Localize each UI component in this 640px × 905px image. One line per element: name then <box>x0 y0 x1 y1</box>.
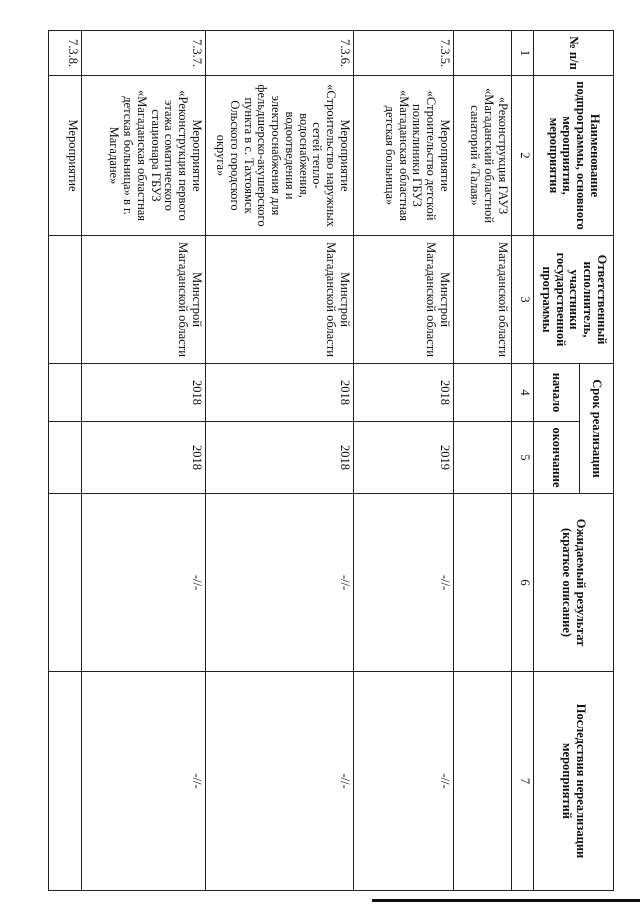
row-responsible: Минстрой Магаданской области <box>82 236 206 364</box>
rotated-table-wrapper <box>49 30 614 890</box>
column-number-row <box>512 31 534 891</box>
header-name: Наименование подпрограммы, основного мероприятия, мероприятия <box>534 76 614 236</box>
row-name: Мероприятие «Строительство наружных сетей тепло-водоснабжения, водоотведения и электроснабжения для фельдшерско-акушерского пункта в с. Тахтоямск Ольского городского округа» <box>206 76 354 236</box>
row-consequence: -//- <box>82 672 206 891</box>
colnum-1: 1 <box>512 31 534 76</box>
row-responsible: Минстрой Магаданской области <box>206 236 354 364</box>
table-row <box>454 31 512 891</box>
colnum-4: 4 <box>512 364 534 422</box>
row-num: 7.3.7. <box>82 31 206 76</box>
colnum-7: 7 <box>512 672 534 891</box>
row-end <box>454 422 512 494</box>
scan-edge-line <box>372 899 640 902</box>
row-responsible: Магаданской области <box>454 236 512 364</box>
header-consequence: Последствия нереализации мероприятий <box>534 672 614 891</box>
row-end: 2018 <box>206 422 354 494</box>
colnum-5: 5 <box>512 422 534 494</box>
row-start: 2018 <box>82 364 206 422</box>
row-start: 2018 <box>354 364 454 422</box>
row-num: 7.3.6. <box>206 31 354 76</box>
row-consequence <box>49 672 82 891</box>
table-row <box>206 31 354 891</box>
header-result: Ожидаемый результат (краткое описание) <box>534 494 614 672</box>
row-name: Мероприятие «Реконструкция первого этажа соматического стационара ГБУЗ «Магаданская областная детская больница» в г. Магадане» <box>82 76 206 236</box>
colnum-6: 6 <box>512 494 534 672</box>
row-start: 2018 <box>206 364 354 422</box>
table-row <box>49 31 82 891</box>
row-start <box>454 364 512 422</box>
row-consequence: -//- <box>354 672 454 891</box>
row-result: -//- <box>82 494 206 672</box>
program-table <box>48 30 614 891</box>
table-row <box>82 31 206 891</box>
row-result: -//- <box>354 494 454 672</box>
row-start <box>49 364 82 422</box>
row-num: 7.3.8. <box>49 31 82 76</box>
row-responsible: Минстрой Магаданской области <box>354 236 454 364</box>
header-num: № п/п <box>534 31 614 76</box>
row-result: -//- <box>206 494 354 672</box>
row-num <box>454 31 512 76</box>
colnum-3: 3 <box>512 236 534 364</box>
header-period: Срок реализации <box>580 364 614 494</box>
row-end: 2018 <box>82 422 206 494</box>
header-start: начало <box>534 364 580 422</box>
row-result <box>454 494 512 672</box>
row-end <box>49 422 82 494</box>
row-end: 2019 <box>354 422 454 494</box>
header-responsible: Ответственный исполнитель, участники государственной программы <box>534 236 614 364</box>
colnum-2: 2 <box>512 76 534 236</box>
header-row-top <box>580 31 614 891</box>
row-consequence <box>454 672 512 891</box>
row-name: «Реконструкция ГАУЗ «Магаданский областной санаторий «Талая» <box>454 76 512 236</box>
header-end: окончание <box>534 422 580 494</box>
row-num: 7.3.5. <box>354 31 454 76</box>
row-responsible <box>49 236 82 364</box>
row-result <box>49 494 82 672</box>
row-consequence: -//- <box>206 672 354 891</box>
table-row <box>354 31 454 891</box>
row-name: Мероприятие «Строительство детской поликлиники ГБУЗ «Магаданская областная детская больница» <box>354 76 454 236</box>
row-name: Мероприятие <box>49 76 82 236</box>
